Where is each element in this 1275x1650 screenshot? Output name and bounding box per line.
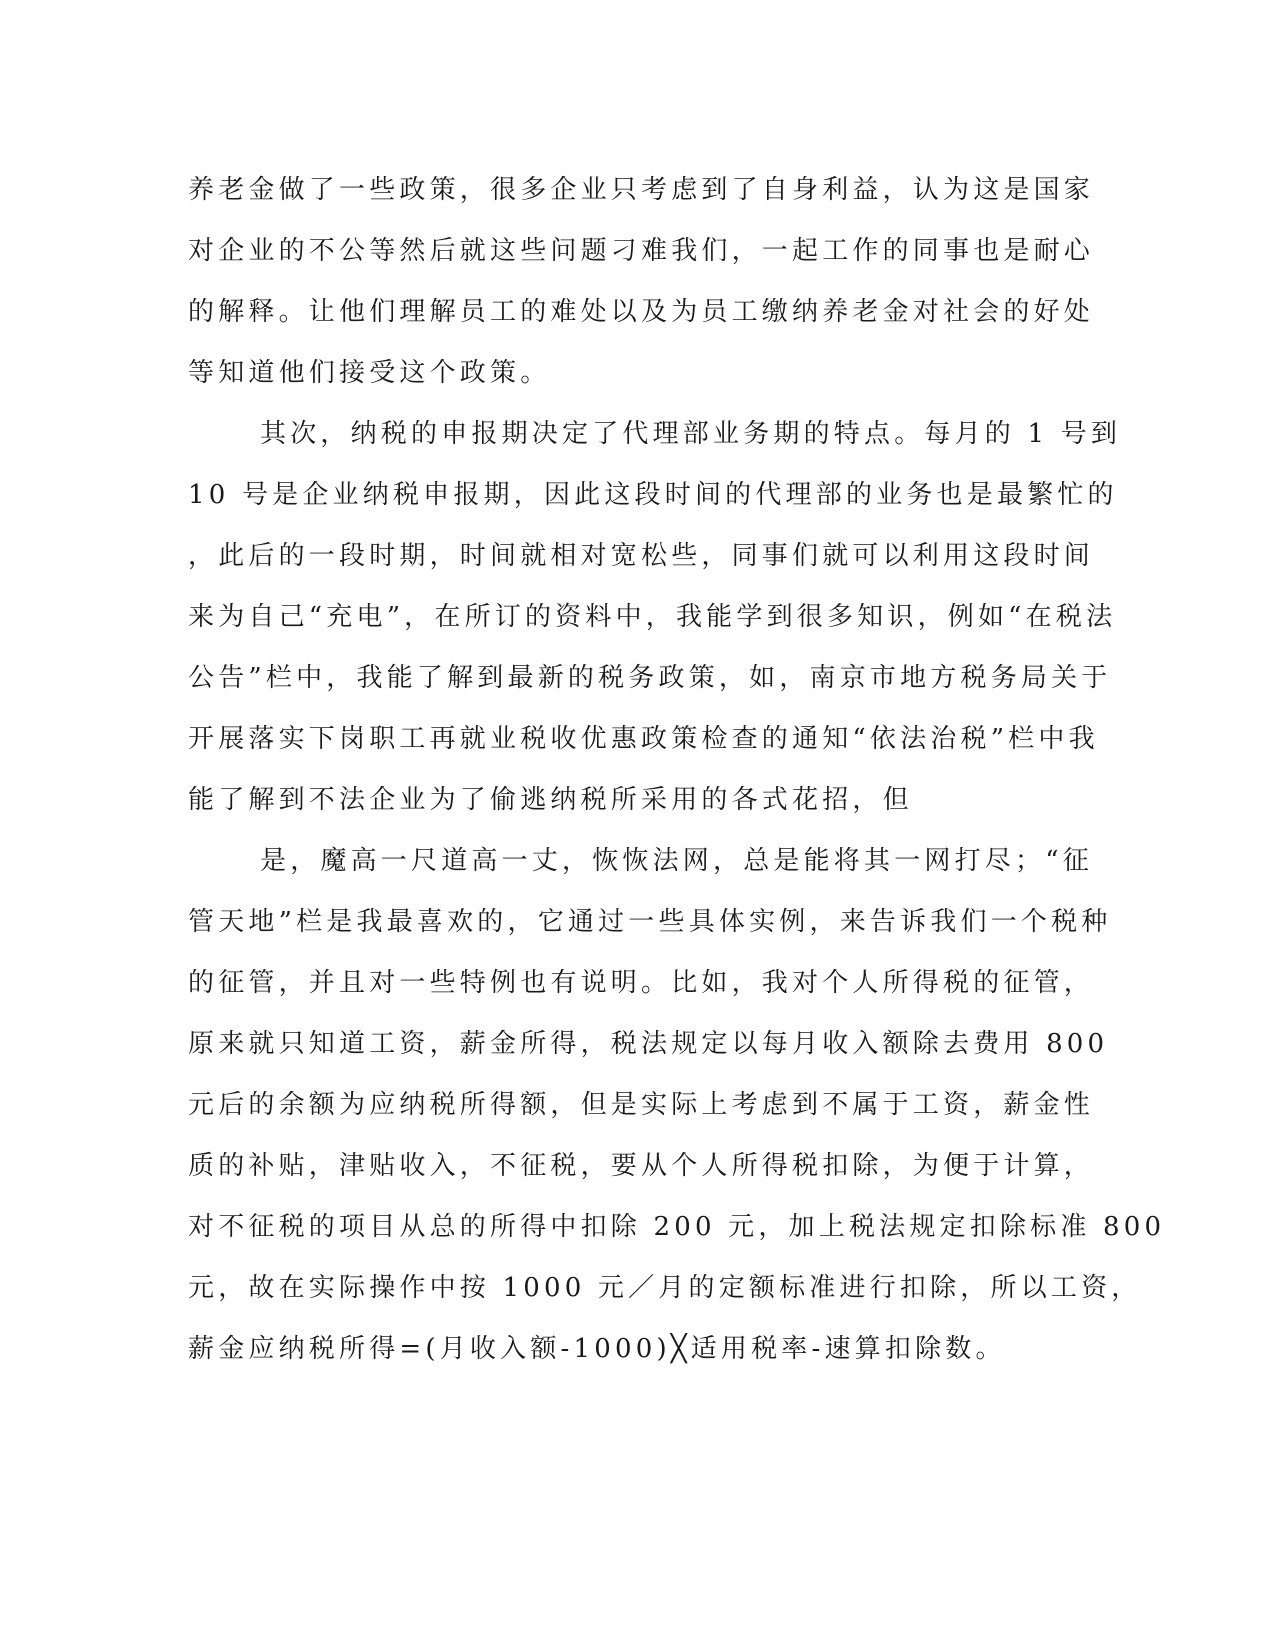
document-body bbox=[188, 160, 1166, 1380]
text-line: 能了解到不法企业为了偷逃纳税所采用的各式花招，但 bbox=[188, 785, 913, 815]
text-line: 养老金做了一些政策，很多企业只考虑到了自身利益，认为这是国家 bbox=[188, 175, 1095, 205]
paragraph-2 bbox=[188, 404, 1122, 831]
text-line: 其次，纳税的申报期决定了代理部业务期的特点。每月的 1 号到 bbox=[260, 419, 1122, 449]
text-line: 等知道他们接受这个政策。 bbox=[188, 358, 551, 388]
text-line: 公告”栏中，我能了解到最新的税务政策，如，南京市地方税务局关于 bbox=[188, 663, 1112, 693]
text-line: 10 号是企业纳税申报期，因此这段时间的代理部的业务也是最繁忙的 bbox=[188, 480, 1118, 510]
paragraph-3 bbox=[188, 831, 1166, 1380]
text-line: 质的补贴，津贴收入，不征税，要从个人所得税扣除，为便于计算， bbox=[188, 1151, 1095, 1181]
text-line: 对企业的不公等然后就这些问题刁难我们，一起工作的同事也是耐心 bbox=[188, 236, 1095, 266]
text-line: 是，魔高一尺道高一丈，恢恢法网，总是能将其一网打尽；“征 bbox=[260, 846, 1093, 876]
text-line: 的征管，并且对一些特例也有说明。比如，我对个人所得税的征管， bbox=[188, 968, 1095, 998]
text-line: 薪金应纳税所得=(月收入额-1000)╳适用税率-速算扣除数。 bbox=[188, 1334, 1006, 1364]
text-line: 开展落实下岗职工再就业税收优惠政策检查的通知“依法治税”栏中我 bbox=[188, 724, 1099, 754]
text-line: 的解释。让他们理解员工的难处以及为员工缴纳养老金对社会的好处 bbox=[188, 297, 1095, 327]
text-line: ，此后的一段时期，时间就相对宽松些，同事们就可以利用这段时间 bbox=[188, 541, 1095, 571]
text-line: 管天地”栏是我最喜欢的，它通过一些具体实例，来告诉我们一个税种 bbox=[188, 907, 1112, 937]
text-line: 对不征税的项目从总的所得中扣除 200 元，加上税法规定扣除标准 800 bbox=[188, 1212, 1166, 1242]
text-line: 来为自己“充电”，在所订的资料中，我能学到很多知识，例如“在税法 bbox=[188, 602, 1117, 632]
text-line: 元后的余额为应纳税所得额，但是实际上考虑到不属于工资，薪金性 bbox=[188, 1090, 1095, 1120]
paragraph-1 bbox=[188, 160, 1095, 404]
text-line: 元，故在实际操作中按 1000 元／月的定额标准进行扣除，所以工资， bbox=[188, 1273, 1142, 1303]
text-line: 原来就只知道工资，薪金所得，税法规定以每月收入额除去费用 800 bbox=[188, 1029, 1109, 1059]
